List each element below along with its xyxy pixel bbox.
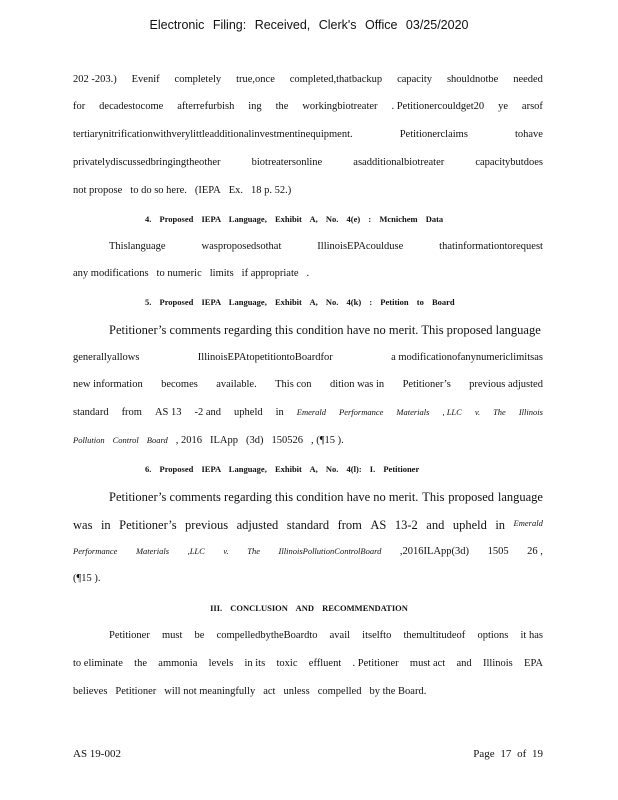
text-segment: compelled (317, 686, 362, 697)
section-heading-5: 5. Proposed IEPA Language, Exhibit A, No. 4(k) : Petition to Board (145, 297, 455, 307)
text-segment: generallyallows (73, 352, 140, 363)
text-segment: completed,thatbackup (289, 74, 383, 85)
text-segment: . Petitionercouldget20 (391, 101, 485, 112)
text-line (73, 379, 543, 390)
text-segment: in (495, 518, 506, 532)
text-segment: new information (73, 379, 143, 390)
text-segment: privatelydiscussedbringingtheother (73, 157, 221, 168)
text-segment: Performance (73, 546, 118, 556)
text-segment: standard (286, 518, 330, 532)
text-segment: Thislanguage (109, 241, 166, 252)
text-segment: upheld (234, 407, 263, 418)
text-segment: 18 p. 52.) (251, 185, 292, 196)
text-segment: Emerald (513, 518, 543, 528)
text-segment: not propose (73, 185, 123, 196)
text-segment: Board (146, 435, 168, 445)
text-segment: decadestocome (99, 101, 164, 112)
text-segment: capacitybutdoes (475, 157, 543, 168)
text-segment: act (263, 686, 276, 697)
text-line (73, 518, 543, 533)
text-segment: shouldnotbe (446, 74, 499, 85)
text-segment: standard (73, 407, 109, 418)
text-line (73, 129, 543, 140)
text-segment: proposed (448, 490, 495, 504)
text-segment: for (73, 101, 86, 112)
text-segment: arsof (521, 101, 543, 112)
section-heading-4: 4. Proposed IEPA Language, Exhibit A, No. 4(e) : Mcnichem Data (145, 214, 444, 224)
text-segment: Materials (135, 546, 170, 556)
text-segment: toxic (276, 658, 298, 669)
text-segment: levels (208, 658, 234, 669)
text-line (73, 407, 543, 418)
text-line (109, 490, 543, 505)
text-segment: , 2016 (175, 435, 202, 446)
text-segment: itselfto (362, 630, 392, 641)
text-segment: Illinois (518, 407, 543, 417)
text-segment: in its (244, 658, 266, 669)
text-line (109, 630, 543, 641)
text-segment: Petitioner’s comments regarding this condition have no merit. (109, 490, 419, 504)
text-segment: by the Board. (369, 686, 427, 697)
text-segment: The (247, 546, 260, 556)
text-segment: tohave (514, 129, 543, 140)
text-segment: (3d) (245, 435, 264, 446)
text-line (73, 546, 543, 557)
text-segment: Petitionerclaims (399, 129, 468, 140)
text-segment: Petitioner’s (402, 379, 451, 390)
text-segment: and (456, 658, 472, 669)
text-segment: tertiarynitrificationwithverylittleadditionalinvestmentinequipment. (73, 129, 353, 140)
text-segment: from (337, 518, 362, 532)
conclusion-heading: III. CONCLUSION AND RECOMMENDATION (210, 603, 408, 613)
text-segment: This (422, 490, 445, 504)
text-segment: . (306, 268, 310, 279)
text-segment: ammonia (158, 658, 198, 669)
text-segment: Performance (339, 407, 384, 417)
text-segment: a modificationofanynumericlimitsas (391, 352, 543, 363)
text-segment: was (73, 518, 93, 532)
text-segment: limits (209, 268, 234, 279)
text-line (73, 686, 543, 697)
text-segment: to do so here. (130, 185, 187, 196)
text-line (73, 573, 543, 584)
text-line (73, 101, 543, 112)
text-segment: Emerald (296, 407, 327, 417)
text-segment: it has (520, 630, 543, 641)
text-segment: from (121, 407, 142, 418)
text-segment: avail (329, 630, 351, 641)
text-segment: The (493, 407, 506, 417)
text-segment: be (194, 630, 205, 641)
text-segment: options (477, 630, 509, 641)
text-segment: AS 13 (154, 407, 182, 418)
text-segment: ,2016ILApp(3d) (399, 546, 470, 557)
text-segment: Control (112, 435, 139, 445)
text-line (73, 74, 543, 85)
text-line (73, 435, 543, 446)
text-segment: 1505 (487, 546, 509, 557)
text-segment: Illinois (482, 658, 513, 669)
text-segment: , LLC (442, 407, 462, 417)
text-segment: available. (216, 379, 257, 390)
text-segment: the (134, 658, 147, 669)
text-segment: in (275, 407, 284, 418)
text-segment: upheld (452, 518, 487, 532)
text-segment: previous adjusted (469, 379, 543, 390)
text-segment: ing (248, 101, 262, 112)
text-segment: IllinoisEPAtopetitiontoBoardfor (197, 352, 333, 363)
text-segment: and (426, 518, 445, 532)
page-number: Page 17 of 19 (473, 748, 543, 760)
text-segment: completely (174, 74, 222, 85)
text-segment: needed (513, 74, 543, 85)
text-segment: the (275, 101, 289, 112)
text-segment: (IEPA (194, 185, 221, 196)
text-segment: becomes (161, 379, 198, 390)
text-segment: dition was in (329, 379, 385, 390)
text-segment: language (497, 490, 543, 504)
text-segment: compelledbytheBoardto (216, 630, 318, 641)
text-segment: in (100, 518, 111, 532)
text-segment: (¶15 ). (73, 573, 101, 584)
text-segment: if appropriate (241, 268, 299, 279)
text-segment: 202 -203.) (73, 74, 117, 85)
text-line (73, 352, 543, 363)
text-segment: Petitioner’s (119, 518, 177, 532)
text-segment: capacity (397, 74, 433, 85)
text-segment: IllinoisPollutionControlBoard (278, 546, 382, 556)
text-segment: themultitudeof (403, 630, 466, 641)
text-segment: 26 , (527, 546, 543, 557)
text-segment: Petitioner (115, 686, 157, 697)
text-line (109, 323, 543, 338)
text-segment: Petitioner (109, 630, 150, 641)
text-segment: any modifications (73, 268, 149, 279)
text-segment: v. (474, 407, 481, 417)
text-segment: effluent (308, 658, 342, 669)
text-segment: ,LLC (187, 546, 205, 556)
text-segment: Petitioner’s comments regarding this condition have no merit. This proposed language (109, 323, 541, 337)
text-segment: to eliminate (73, 658, 123, 669)
text-segment: to numeric (156, 268, 202, 279)
text-line (73, 185, 543, 196)
docket-number: AS 19-002 (73, 748, 121, 760)
text-segment: believes (73, 686, 108, 697)
text-segment: , (¶15 ). (310, 435, 344, 446)
text-segment: unless (283, 686, 310, 697)
text-segment: wasproposedsothat (201, 241, 282, 252)
text-segment: adjusted (236, 518, 279, 532)
text-line (73, 658, 543, 669)
text-segment: Pollution (73, 435, 105, 445)
section-heading-6: 6. Proposed IEPA Language, Exhibit A, No. 4(l): I. Petitioner (145, 464, 420, 474)
text-segment: -2 and (194, 407, 222, 418)
text-segment: Materials (396, 407, 430, 417)
text-line (73, 268, 543, 279)
text-line (73, 157, 543, 168)
text-segment: 150526 (271, 435, 303, 446)
text-line (109, 241, 543, 252)
text-segment: will not meaningfully (164, 686, 256, 697)
text-segment: . Petitioner (352, 658, 399, 669)
text-segment: workingbiotreater (302, 101, 378, 112)
text-segment: 13-2 (394, 518, 418, 532)
text-segment: must act (409, 658, 446, 669)
text-segment: true,once (236, 74, 275, 85)
text-segment: EPA (524, 658, 543, 669)
text-segment: ILApp (209, 435, 238, 446)
filing-header: Electronic Filing: Received, Clerk's Office 03/25/2020 (149, 18, 469, 32)
text-segment: IllinoisEPAcoulduse (317, 241, 404, 252)
text-segment: asadditionalbiotreater (353, 157, 445, 168)
text-segment: This con (275, 379, 312, 390)
text-segment: must (161, 630, 183, 641)
text-segment: previous (185, 518, 229, 532)
text-segment: Evenif (131, 74, 160, 85)
text-segment: ye (498, 101, 509, 112)
text-segment: biotreatersonline (251, 157, 323, 168)
text-segment: afterrefurbish (177, 101, 235, 112)
text-segment: thatinformationtorequest (439, 241, 543, 252)
text-segment: Ex. (228, 185, 244, 196)
text-segment: v. (223, 546, 229, 556)
text-segment: AS (370, 518, 387, 532)
